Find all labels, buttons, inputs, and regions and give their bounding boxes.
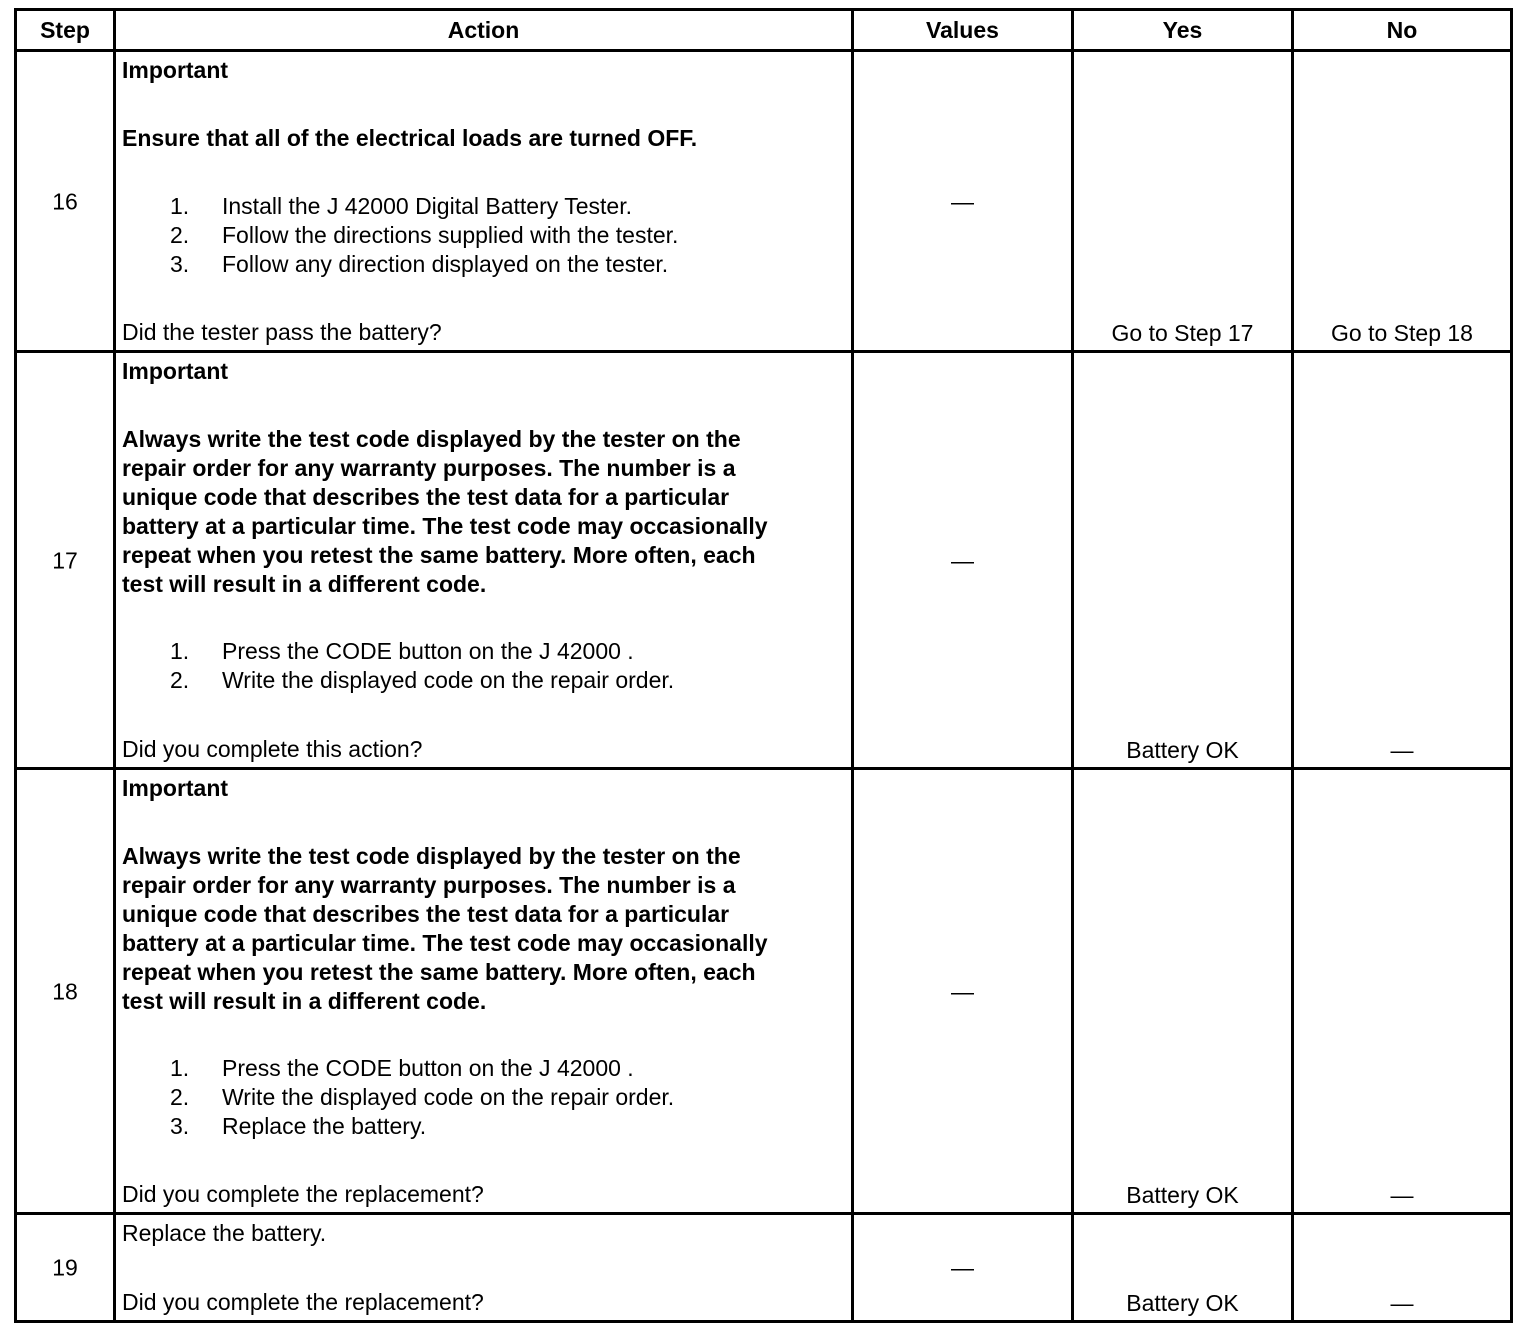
important-label: Important — [122, 358, 229, 384]
important-note: Always write the test code displayed by the tester on the repair order for any warranty purposes. The number is a unique code that describes the test data for a particular battery at a particular time. The test code may occasionally repeat when you retest the same battery. More often, each test will result in a different code. — [122, 426, 768, 597]
list-item: 2. Follow the directions supplied with the tester. — [170, 222, 679, 248]
list-item: 2. Write the displayed code on the repair order. — [170, 667, 675, 693]
list-item: 2. Write the displayed code on the repair order. — [170, 1084, 675, 1110]
header-action: Action — [115, 10, 853, 51]
yes-result: Battery OK — [1126, 1290, 1239, 1316]
action-cell — [115, 769, 853, 1214]
no-cell — [1293, 352, 1512, 769]
no-result: — — [1390, 1290, 1414, 1316]
yes-cell — [1073, 769, 1293, 1214]
list-item: 3. Follow any direction displayed on the tester. — [170, 251, 669, 277]
header-yes: Yes — [1073, 10, 1293, 51]
diagnostic-table — [14, 8, 1513, 1323]
important-label: Important — [122, 57, 229, 83]
yes-result: Battery OK — [1126, 737, 1239, 763]
values-cell — [853, 352, 1073, 769]
values-cell — [853, 769, 1073, 1214]
step-number: 16 — [52, 188, 78, 215]
values-cell — [853, 1214, 1073, 1322]
header-no: No — [1293, 10, 1512, 51]
step-cell — [16, 769, 115, 1214]
step-cell — [16, 51, 115, 352]
step-number: 17 — [52, 547, 78, 574]
list-item: 3. Replace the battery. — [170, 1113, 427, 1139]
important-note: Always write the test code displayed by the tester on the repair order for any warranty purposes. The number is a unique code that describes the test data for a particular battery at a particular time. The test code may occasionally repeat when you retest the same battery. More often, each test will result in a different code. — [122, 843, 768, 1014]
instruction-list — [122, 637, 851, 695]
header-values: Values — [853, 10, 1073, 51]
no-cell — [1293, 51, 1512, 352]
values-dash: — — [951, 188, 974, 215]
instruction-text: Replace the battery. — [122, 1220, 327, 1246]
action-cell — [115, 51, 853, 352]
question: Did you complete the replacement? — [122, 1289, 484, 1315]
step-number: 19 — [52, 1254, 78, 1281]
no-result: — — [1390, 737, 1414, 763]
step-cell — [16, 1214, 115, 1322]
instruction-list — [122, 192, 851, 279]
table-row — [16, 51, 1512, 352]
action-cell — [115, 352, 853, 769]
values-dash: — — [951, 1254, 974, 1281]
no-cell — [1293, 1214, 1512, 1322]
list-item: 1. Install the J 42000 Digital Battery Tester. — [170, 193, 632, 219]
step-cell — [16, 352, 115, 769]
table-row — [16, 769, 1512, 1214]
step-number: 18 — [52, 978, 78, 1005]
yes-cell — [1073, 51, 1293, 352]
question: Did you complete the replacement? — [122, 1181, 484, 1207]
list-item: 1. Press the CODE button on the J 42000 . — [170, 638, 634, 664]
header-row — [16, 10, 1512, 51]
question: Did you complete this action? — [122, 736, 423, 762]
instruction-list — [122, 1054, 851, 1141]
values-dash: — — [951, 547, 974, 574]
list-item: 1. Press the CODE button on the J 42000 . — [170, 1055, 634, 1081]
table-row — [16, 352, 1512, 769]
action-cell — [115, 1214, 853, 1322]
yes-result: Battery OK — [1126, 1182, 1239, 1208]
question: Did the tester pass the battery? — [122, 319, 442, 345]
no-cell — [1293, 769, 1512, 1214]
important-label: Important — [122, 775, 229, 801]
important-note: Ensure that all of the electrical loads are turned OFF. — [122, 125, 698, 151]
table-row — [16, 1214, 1512, 1322]
values-dash: — — [951, 978, 974, 1005]
values-cell — [853, 51, 1073, 352]
no-result: — — [1390, 1182, 1414, 1208]
header-step: Step — [16, 10, 115, 51]
yes-cell — [1073, 1214, 1293, 1322]
yes-cell — [1073, 352, 1293, 769]
no-result: Go to Step 18 — [1331, 320, 1473, 346]
yes-result: Go to Step 17 — [1111, 320, 1254, 346]
